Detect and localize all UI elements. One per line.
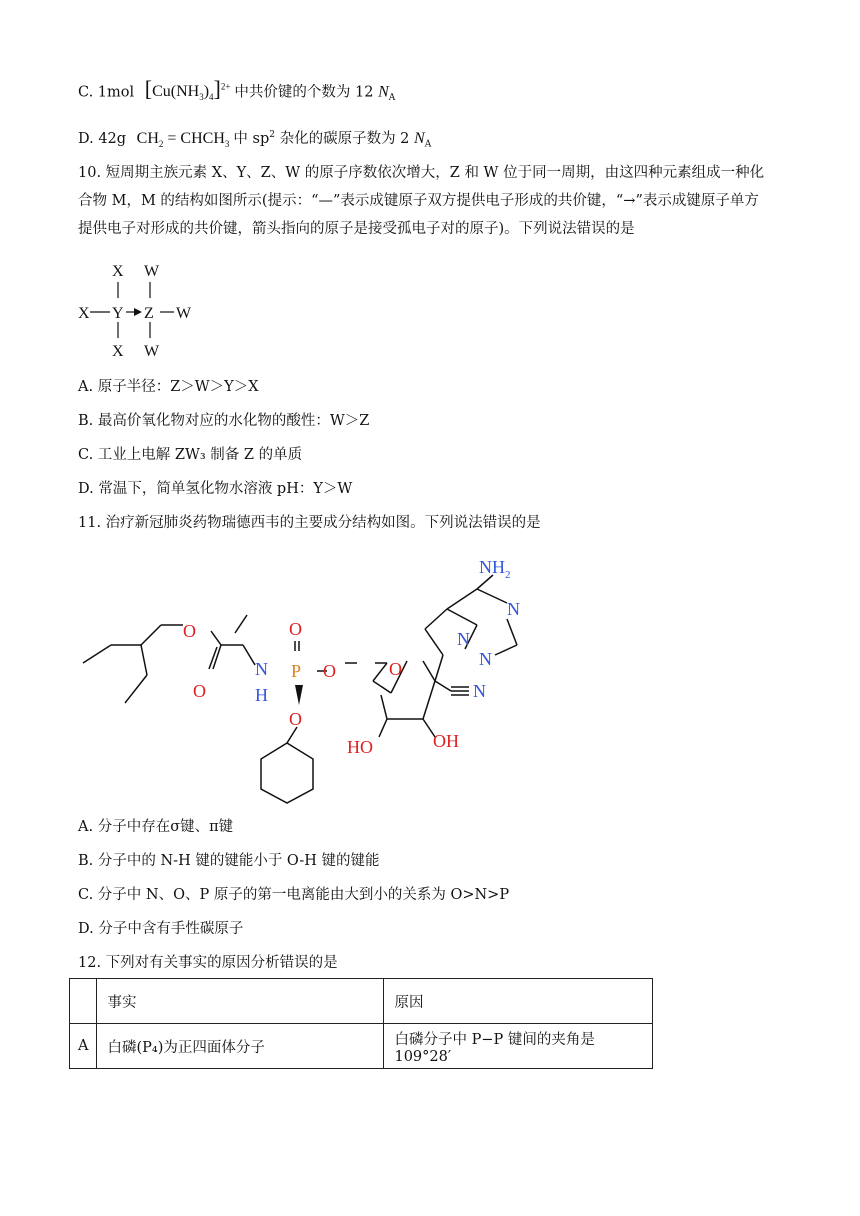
q12-stem: 12. 下列对有关事实的原因分析错误的是 — [78, 955, 338, 971]
table-header-cell — [70, 979, 97, 1024]
amine-label: $NH_2$ — [479, 557, 511, 581]
option-d-formula: $CH_2$ = $CHCH_3$ — [136, 129, 230, 150]
ring-o-label: O — [389, 659, 402, 679]
carbonyl-o-label: O — [193, 681, 206, 701]
option-d-na: N — [414, 129, 425, 147]
atom-x-bottom: X — [112, 343, 124, 360]
atom-y: Y — [112, 305, 124, 322]
amide-n-label: N — [255, 659, 268, 679]
pyrrole-n-label: N — [457, 629, 470, 649]
phenoxy-o-label: O — [289, 709, 302, 729]
atom-w-top: W — [144, 263, 160, 280]
q11-stem: 11. 治疗新冠肺炎药物瑞德西韦的主要成分结构如图。下列说法错误的是 — [78, 515, 541, 531]
q10-option-c: C. 工业上电解 ZW₃ 制备 Z 的单质 — [78, 447, 303, 463]
option-c-prefix: C. 1mol — [78, 84, 135, 101]
q10-option-a: A. 原子半径：Z＞W＞Y＞X — [78, 379, 259, 395]
q11-option-c: C. 分子中 N、O、P 原子的第一电离能由大到小的关系为 O>N>P — [78, 887, 510, 903]
q10-option-b: B. 最高价氧化物对应的水化物的酸性：W＞Z — [78, 413, 370, 429]
remdesivir-structure — [75, 545, 595, 805]
triazine-n1-label: N — [507, 599, 520, 619]
atom-x-top: X — [112, 263, 124, 280]
linker-o-label: O — [323, 661, 336, 681]
amide-h-label: H — [255, 685, 268, 705]
atom-x-left: X — [78, 305, 90, 322]
q10-structure-diagram — [70, 258, 210, 364]
option-d-prefix: D. 42g — [78, 130, 127, 147]
phosphorus-label: P — [291, 661, 302, 681]
atom-w-bottom: W — [144, 343, 160, 360]
q10-stem-line-3: 提供电子对形成的共价键，箭头指向的原子是接受孤电子对的原子)。下列说法错误的是 — [78, 221, 635, 237]
dative-arrow-head — [134, 308, 142, 316]
table-row — [70, 1024, 653, 1069]
nitrile-n-label: N — [473, 681, 486, 701]
atom-z: Z — [144, 305, 154, 322]
ester-o-label: O — [183, 621, 196, 641]
table-cell: 白磷(P₄)为正四面体分子 — [97, 1024, 384, 1069]
q10-stem-line-1: 10. 短周期主族元素 X、Y、Z、W 的原子序数依次增大，Z 和 W 位于同一周期，由这四种元素组成一种化 — [78, 165, 765, 181]
q10-option-d: D. 常温下，简单氢化物水溶液 pH：Y＞W — [78, 481, 353, 497]
ho-label: HO — [347, 737, 373, 757]
option-d-mid: 中 $sp^2$ — [233, 130, 275, 147]
p-o-wedge — [295, 685, 303, 705]
q11-option-d: D. 分子中含有手性碳原子 — [78, 921, 244, 937]
phosphoryl-o-label: O — [289, 619, 302, 639]
triazine-n2-label: N — [479, 649, 492, 669]
option-c-na: N — [378, 83, 389, 101]
option-d-text: 杂化的碳原子数为 2 — [279, 130, 410, 147]
table-cell: A — [70, 1024, 97, 1069]
q10-stem-line-2: 合物 M，M 的结构如图所示(提示：“—”表示成键原子双方提供电子形成的共价键，“→”表示成键原子单方 — [78, 193, 759, 209]
table-header-row — [70, 979, 653, 1024]
atom-w-right: W — [176, 305, 192, 322]
q11-option-b: B. 分子中的 N-H 键的键能小于 O-H 键的键能 — [78, 853, 380, 869]
table-header-cell: 原因 — [384, 979, 653, 1024]
table-cell: 白磷分子中 P−P 键间的夹角是 109°28′ — [384, 1024, 653, 1069]
option-c-line: C. 1mol $[Cu(NH_3)_4]^{2+}$ 中共价键的个数为 12 $N_A$ — [78, 76, 396, 104]
table-header-cell: 事实 — [97, 979, 384, 1024]
oh-label: OH — [433, 731, 459, 751]
option-d-line: D. 42g $CH_2$ = $CHCH_3$ 中 $sp^2$ 杂化的碳原子数为 2 $N_A$ — [78, 129, 432, 150]
option-c-formula: $[Cu(NH_3)_4]^{2+}$ — [144, 76, 231, 103]
option-c-text: 中共价键的个数为 12 — [234, 84, 374, 101]
q11-option-a: A. 分子中存在σ键、π键 — [78, 819, 234, 835]
q12-table — [69, 978, 653, 1069]
